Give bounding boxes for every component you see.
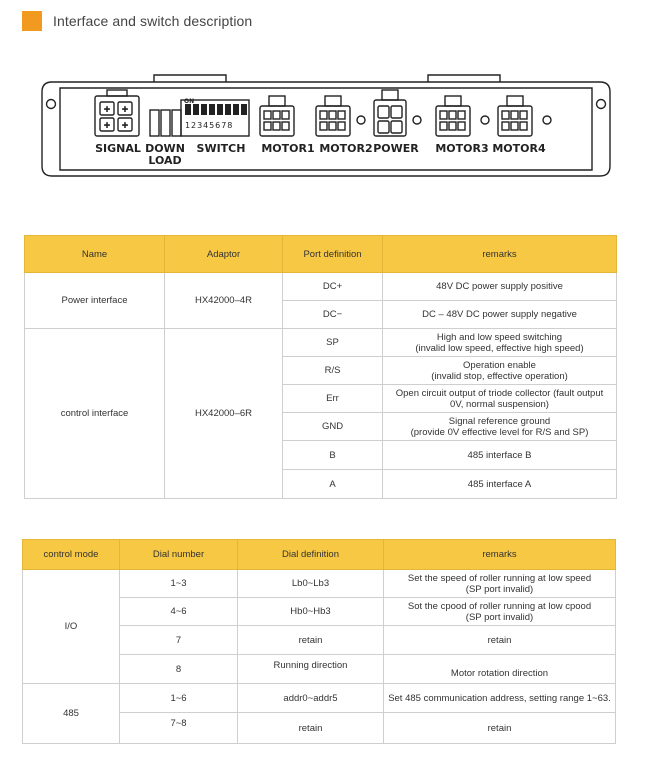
cell-remark: High and low speed switching (invalid low speed, effective high speed) [383,329,617,357]
cell-remark: 48V DC power supply positive [383,273,617,301]
cell-remark: Motor rotation direction [384,655,616,684]
cell-remark: Signal reference ground (provide 0V effective level for R/S and SP) [383,413,617,441]
cell-definition: addr0~addr5 [238,684,384,713]
orange-square-icon [22,11,42,31]
label-motor1: MOTOR1 [261,142,315,155]
header-remarks: remarks [384,540,616,570]
cell-dial: 7~8 [120,713,238,744]
dial-switch-table [22,539,616,744]
label-download-2: LOAD [148,154,182,167]
cell-dial: 8 [120,655,238,684]
header-adaptor: Adaptor [165,236,283,273]
table-row [23,684,616,713]
cell-name: Power interface [25,273,165,329]
header-dial-number: Dial number [120,540,238,570]
cell-remark: 485 interface A [383,470,617,499]
cell-dial: 7 [120,626,238,655]
label-download-1: DOWN [145,142,185,155]
cell-remark: DC – 48V DC power supply negative [383,301,617,329]
cell-port: R/S [283,357,383,385]
cell-remark: Operation enable (invalid stop, effective operation) [383,357,617,385]
cell-definition: Hb0~Hb3 [238,598,384,626]
header-port-definition: Port definition [283,236,383,273]
cell-definition: Running direction [238,655,384,684]
section-header [22,9,252,33]
cell-remark: Open circuit output of triode collector (fault output 0V, normal suspension) [383,385,617,413]
cell-dial: 1~6 [120,684,238,713]
cell-mode: I/O [23,570,120,684]
cell-definition: retain [238,626,384,655]
cell-remark: 485 interface B [383,441,617,470]
label-power: POWER [373,142,419,155]
label-switch: SWITCH [196,142,246,155]
cell-port: DC− [283,301,383,329]
cell-definition: Lb0~Lb3 [238,570,384,598]
cell-dial: 1~3 [120,570,238,598]
header-dial-definition: Dial definition [238,540,384,570]
cell-remark: Sot the cpood of roller running at low cpood (SP port invalid) [384,598,616,626]
cell-remark: retain [384,626,616,655]
svg-text:✚: ✚ [121,105,129,114]
dip-on-label: ON [184,98,195,105]
header-control-mode: control mode [23,540,120,570]
label-motor3: MOTOR3 [435,142,489,155]
cell-port: GND [283,413,383,441]
svg-text:✚: ✚ [103,121,111,130]
cell-remark: Set 485 communication address, setting range 1~63. [384,684,616,713]
interface-table [24,235,617,499]
cell-remark: Set the speed of roller running at low speed (SP port invalid) [384,570,616,598]
cell-dial: 4~6 [120,598,238,626]
header-name: Name [25,236,165,273]
table-row [23,570,616,598]
cell-port: B [283,441,383,470]
svg-text:✚: ✚ [121,121,129,130]
label-motor4: MOTOR4 [492,142,546,155]
cell-mode: 485 [23,684,120,744]
cell-port: SP [283,329,383,357]
cell-port: DC+ [283,273,383,301]
table-row [25,329,617,357]
cell-definition: retain [238,713,384,744]
svg-text:✚: ✚ [103,105,111,114]
table-row [25,273,617,301]
dip-numbers-label: 1 2 3 4 5 6 7 8 [185,121,232,130]
cell-name: control interface [25,329,165,499]
cell-adaptor: HX42000–6R [165,329,283,499]
cell-port: A [283,470,383,499]
cell-port: Err [283,385,383,413]
cell-remark: retain [384,713,616,744]
section-title: Interface and switch description [53,13,253,29]
controller-board-diagram [38,70,614,188]
label-signal: SIGNAL [95,142,141,155]
cell-adaptor: HX42000–4R [165,273,283,329]
header-remarks: remarks [383,236,617,273]
label-motor2: MOTOR2 [319,142,373,155]
